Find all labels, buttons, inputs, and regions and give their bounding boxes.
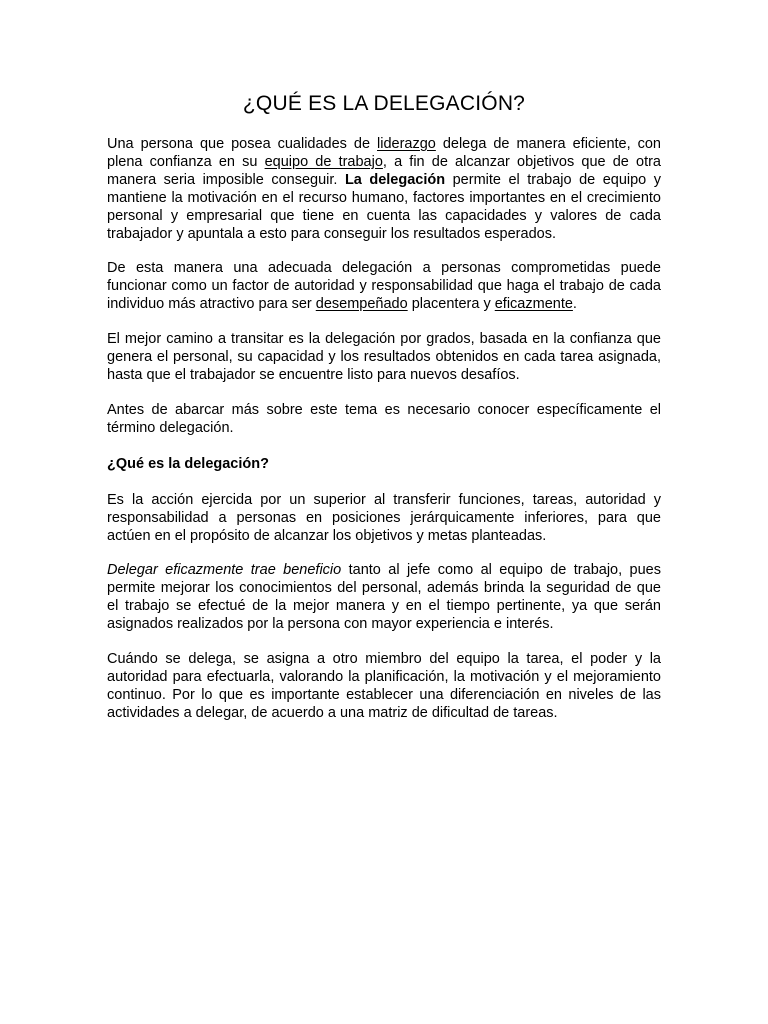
section-heading: ¿Qué es la delegación? xyxy=(107,455,269,472)
link-equipo-de-trabajo[interactable]: equipo de trabajo xyxy=(264,153,383,170)
paragraph-text: De esta manera una adecuada delegación a personas comprometidas puede funcionar como un factor de autoridad y responsabilidad que haga el trabajo de cada individuo más atractivo para ser xyxy=(107,260,661,313)
italic-phrase: Delegar eficazmente trae beneficio xyxy=(107,562,342,579)
paragraph-text: tanto al jefe como al equipo de trabajo, pues permite mejorar los conocimientos del personal, además brinda la seguridad de que el trabajo se efectué de la mejor manera y en el tiempo pertinente, ya que serán asignados realizados por la persona con mayor experiencia e interés. xyxy=(107,562,661,633)
link-desempenado[interactable]: desempeñado xyxy=(315,296,408,313)
paragraph-definition: Es la acción ejercida por un superior al transferir funciones, tareas, autoridad y responsabilidad a personas en posiciones jerárquicamente inferiores, para que actúen en el propósito de alcanzar los objetivos y metas planteadas. xyxy=(107,491,661,544)
paragraph-text: Una persona que posea cualidades de xyxy=(107,136,378,152)
paragraph-text: , a fin de alcanzar objetivos que de otra manera seria imposible conseguir. xyxy=(107,153,661,188)
paragraph-benefits xyxy=(107,562,661,634)
paragraph-text: delega de manera eficiente, con plena confianza en su xyxy=(107,136,661,170)
paragraph-best-path: El mejor camino a transitar es la delegación por grados, basada en la confianza que genera el personal, su capacidad y los resultados obtenidos en cada tarea asignada, hasta que el trabajador se encuentre listo para nuevos desafíos. xyxy=(107,331,661,383)
paragraph-text: placentera y xyxy=(407,296,495,313)
paragraph-before: Antes de abarcar más sobre este tema es necesario conocer específicamente el término delegación. xyxy=(107,401,661,436)
paragraph-adequate-delegation xyxy=(107,260,661,314)
document-page xyxy=(107,90,661,723)
page-title: ¿QUÉ ES LA DELEGACIÓN? xyxy=(242,92,526,115)
paragraph-when-delegating: Cuándo se delega, se asigna a otro miembro del equipo la tarea, el poder y la autoridad para efectuarla, valorando la planificación, la motivación y el mejoramiento continuo. Por lo que es importante establecer una diferenciación en niveles de las actividades a delegar, de acuerdo a una matriz de dificultad de tareas. xyxy=(107,651,661,721)
paragraph-text: permite el trabajo de equipo y mantiene la motivación en el recurso humano, factores importantes en el crecimiento personal y empresarial que tiene en cuenta las capacidades y valores de cada trabajador y apuntala a esto para conseguir los resultados esperados. xyxy=(107,171,661,242)
paragraph-text: . xyxy=(572,296,577,313)
link-liderazgo[interactable]: liderazgo xyxy=(377,136,436,152)
link-eficazmente[interactable]: eficazmente xyxy=(494,296,573,313)
bold-term: La delegación xyxy=(344,171,446,188)
paragraph-intro xyxy=(107,136,661,243)
